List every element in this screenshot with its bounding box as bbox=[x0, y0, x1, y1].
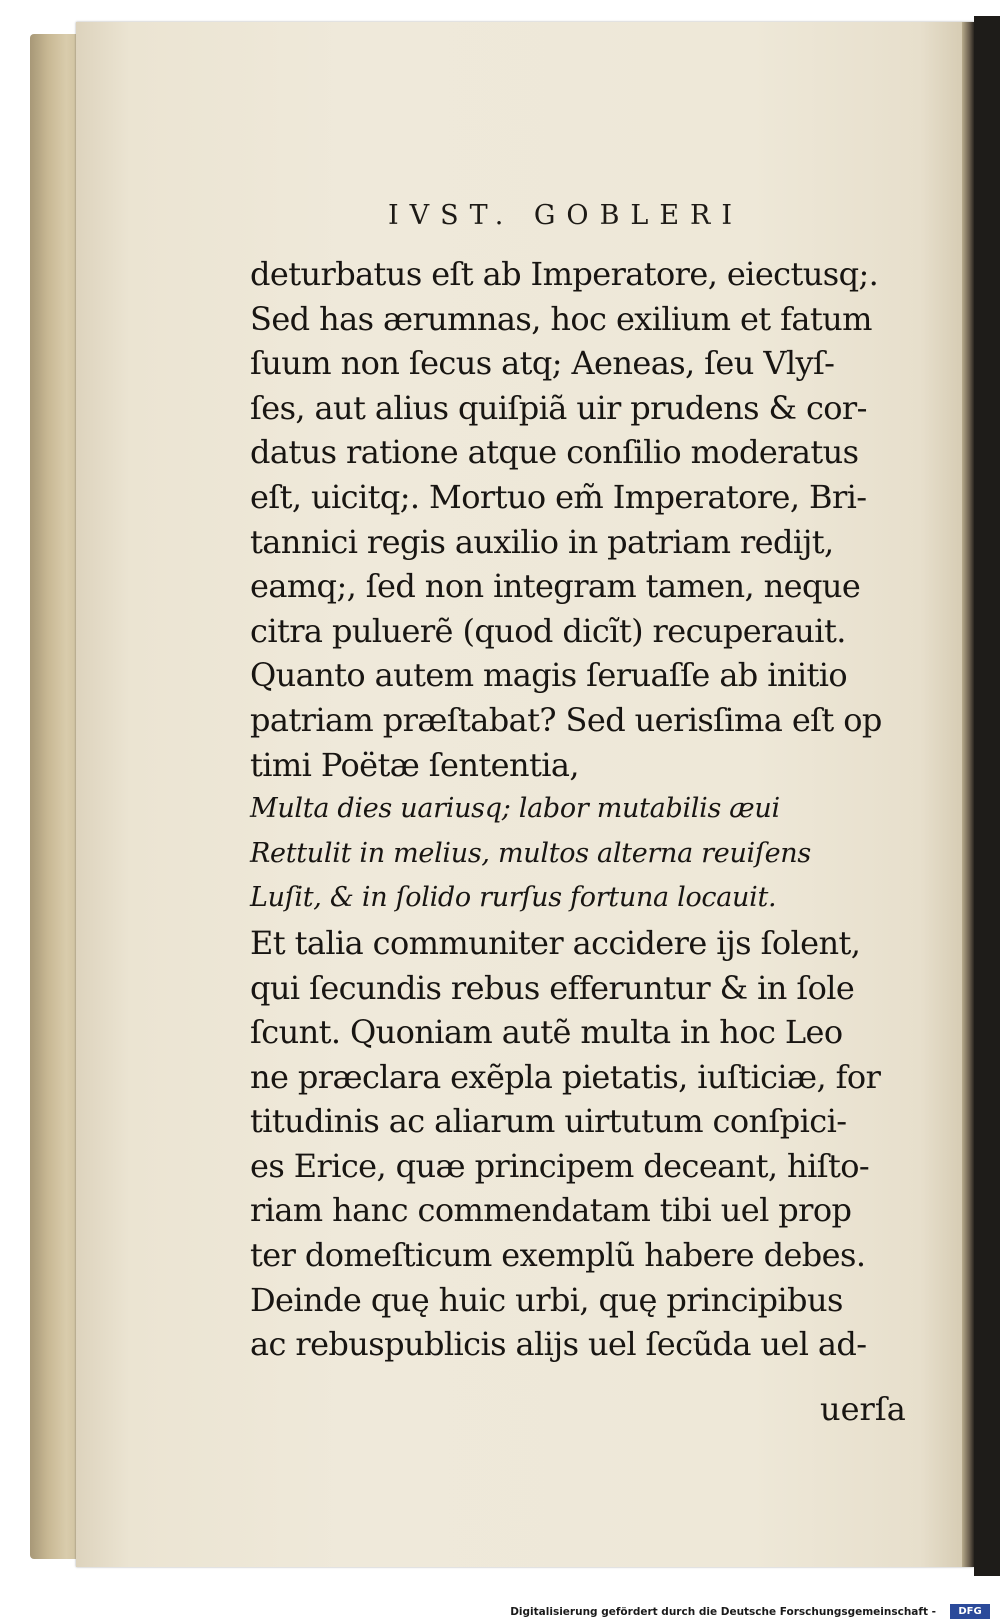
text-line: ne præclara exẽpla pietatis, iuſticiæ, for bbox=[250, 1057, 881, 1096]
text-line: Sed has ærumnas, hoc exilium et fatum bbox=[250, 299, 872, 338]
text-line: ter domeſticum exemplũ habere debes. bbox=[250, 1236, 866, 1275]
book-spine-edge bbox=[30, 34, 82, 1559]
text-line: Et talia communiter accidere iјs ſolent, bbox=[250, 923, 861, 962]
text-line: es Erice, quæ principem deceant, hiſto- bbox=[250, 1146, 870, 1185]
text-line: citra puluerẽ (quod dicĩt) recuperauit. bbox=[250, 611, 846, 650]
text-line: ſuum non ſecus atq; Aeneas, ſeu Vlyſ- bbox=[250, 344, 835, 383]
text-line: Luſit, & in ſolido rurſus fortuna locauit. bbox=[250, 882, 777, 914]
text-line: Rettulit in melius, multos alterna reuiſens bbox=[250, 837, 811, 869]
text-line: tannici regis auxilio in patriam rediјt, bbox=[250, 522, 834, 561]
catchword: uerſa bbox=[820, 1390, 906, 1428]
text-line: Multa dies uariusq; labor mutabilis æui bbox=[250, 793, 780, 825]
text-line: ſes, aut alius quiſpiã uir prudens & cor- bbox=[250, 388, 867, 427]
text-line: timi Poëtæ ſententia, bbox=[250, 745, 579, 784]
text-line: eamq;, ſed non integram tamen, neque bbox=[250, 567, 861, 606]
text-line: deturbatus eſt ab Imperatore, eiectusq;. bbox=[250, 255, 879, 293]
text-line: datus ratione atque conſilio moderatus bbox=[250, 433, 859, 472]
dfg-logo: DFG bbox=[950, 1604, 990, 1619]
scan-dark-border bbox=[974, 16, 1000, 1576]
body-text bbox=[250, 252, 910, 1367]
text-line: ſcunt. Quoniam autẽ multa in hoc Leo bbox=[250, 1013, 843, 1052]
text-line: riam hanc commendatam tibi uel prop bbox=[250, 1191, 852, 1230]
text-line: ac rebuspublicis aliјs uel ſecũda uel ad- bbox=[250, 1325, 867, 1364]
text-line: titudinis ac aliarum uirtutum conſpici- bbox=[250, 1102, 847, 1141]
text-line: qui ſecundis rebus efferuntur & in ſole bbox=[250, 968, 855, 1007]
running-head: IVST. GOBLERI bbox=[388, 200, 744, 231]
text-line: Quanto autem magis ſeruaſſe ab initio bbox=[250, 656, 848, 695]
text-line: patriam præſtabat? Sed uerisſima eſt op bbox=[250, 700, 882, 739]
text-line: eſt, uicitq;. Mortuo em̃ Imperatore, Bri- bbox=[250, 477, 867, 516]
page-fore-edge bbox=[962, 22, 974, 1567]
text-line: Deinde quę huic urbi, quę principibus bbox=[250, 1280, 843, 1319]
funding-credit: Digitalisierung gefördert durch die Deutsche Forschungsgemeinschaft - bbox=[510, 1606, 936, 1618]
